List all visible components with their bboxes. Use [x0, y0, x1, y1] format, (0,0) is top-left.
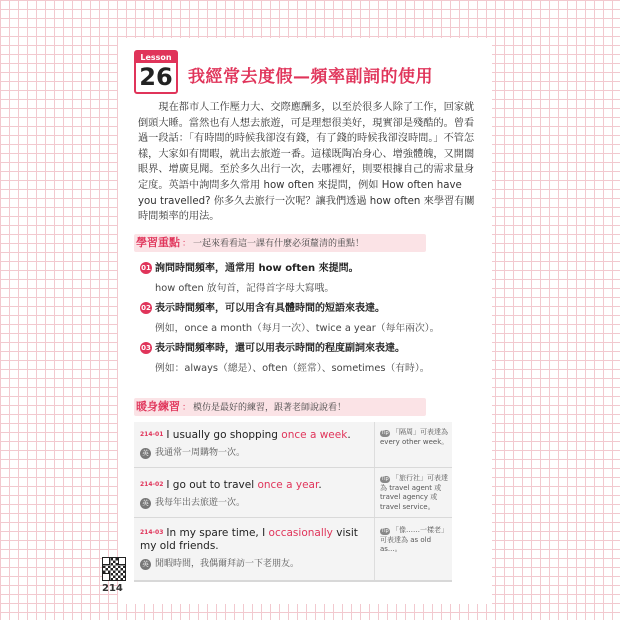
key-point-1	[140, 262, 480, 294]
tip-3: Tip 「像……一樣老」可表達為 as old as...。	[380, 526, 448, 553]
examples-panel	[134, 422, 452, 582]
examples-divider-vertical	[374, 422, 375, 580]
warmup-bar: 暖身練習 ： 模仿是最好的練習，跟著老師說說看！	[134, 398, 426, 416]
page-number: 214	[102, 583, 123, 594]
lesson-title: 我經常去度假—頻率副詞的使用	[188, 67, 433, 87]
example-1: 214-01 I usually go shopping once a week. 英 我通常一周購物一次。	[140, 429, 351, 458]
examples-divider	[134, 517, 452, 518]
translation-icon: 英	[140, 498, 151, 509]
point-head: 詢問時間頻率，通常用 how often 來提問。	[155, 263, 359, 274]
example-3: 214-03 In my spare time, I occasionally visit my old friends. 英 閒暇時間，我偶爾拜訪一下老朋友。	[140, 527, 358, 569]
audio-track-code[interactable]: 214-01	[140, 431, 164, 438]
warmup-tag: 暖身練習	[136, 400, 180, 413]
intro-paragraph: 現在都市人工作壓力大、交際應酬多，以至於很多人除了工作，回家就倒頭大睡。當然也有人想去旅遊，可是理想很美好，現實卻是殘酷的。曾看過一段話：「有時間的時候我卻沒有錢，有了錢的時候我卻沒時間。」不管怎樣，大家如有閒暇，就出去旅遊一番。這樣既陶冶身心、增強體魄，又開闊眼界、增廣見聞。至於多久出行一次，去哪裡好，則要根據自己的需求量身定度。英語中詢問多久常用 how often 來提問，例如 How often have you travelled? 你多久去旅行一次呢？讓我們透過 how often 來學習有關時間頻率的用法。	[138, 102, 475, 223]
key-points-text: 一起來看看這一課有什麼必須釐清的重點！	[193, 239, 365, 249]
point-body: how often 放句首，記得首字母大寫哦。	[155, 283, 335, 294]
page	[118, 38, 492, 604]
point-number-badge: 03	[141, 344, 151, 352]
audio-track-code[interactable]: 214-03	[140, 529, 164, 536]
point-body: 例如：always（總是）、often（經常）、sometimes（有時）。	[155, 363, 430, 374]
point-number-badge: 02	[141, 304, 151, 312]
examples-divider	[134, 467, 452, 468]
tip-icon: Tip	[381, 476, 389, 482]
qr-code-icon[interactable]	[102, 557, 126, 581]
tip-1: Tip 「隔周」可表達為 every other week。	[380, 428, 449, 446]
key-points-tag: 學習重點	[136, 236, 180, 249]
tip-icon: Tip	[381, 528, 389, 534]
tip-2: Tip 「旅行社」可表達為 travel agent 或 travel agency 或 travel service。	[380, 474, 448, 511]
key-points-bar: 學習重點 ： 一起來看看這一課有什麼必須釐清的重點！	[134, 234, 426, 252]
point-head: 表示時間頻率時，還可以用表示時間的程度副詞來表達。	[155, 343, 405, 354]
point-number-badge: 01	[141, 264, 151, 272]
key-point-2	[140, 302, 480, 334]
translation-icon: 英	[140, 559, 151, 570]
point-head: 表示時間頻率，可以用含有具體時間的短語來表達。	[155, 303, 385, 314]
lesson-number: 26	[139, 63, 173, 91]
tip-icon: Tip	[381, 430, 389, 436]
key-point-3	[140, 342, 480, 374]
lesson-badge	[134, 50, 178, 94]
audio-track-code[interactable]: 214-02	[140, 481, 164, 488]
point-body: 例如，once a month（每月一次）、twice a year（每年兩次）。	[155, 323, 440, 334]
example-2: 214-02 I go out to travel once a year. 英 我每年出去旅遊一次。	[140, 479, 322, 508]
translation-icon: 英	[140, 448, 151, 459]
lesson-label: Lesson	[136, 52, 176, 63]
warmup-text: 模仿是最好的練習，跟著老師說說看！	[193, 403, 347, 413]
